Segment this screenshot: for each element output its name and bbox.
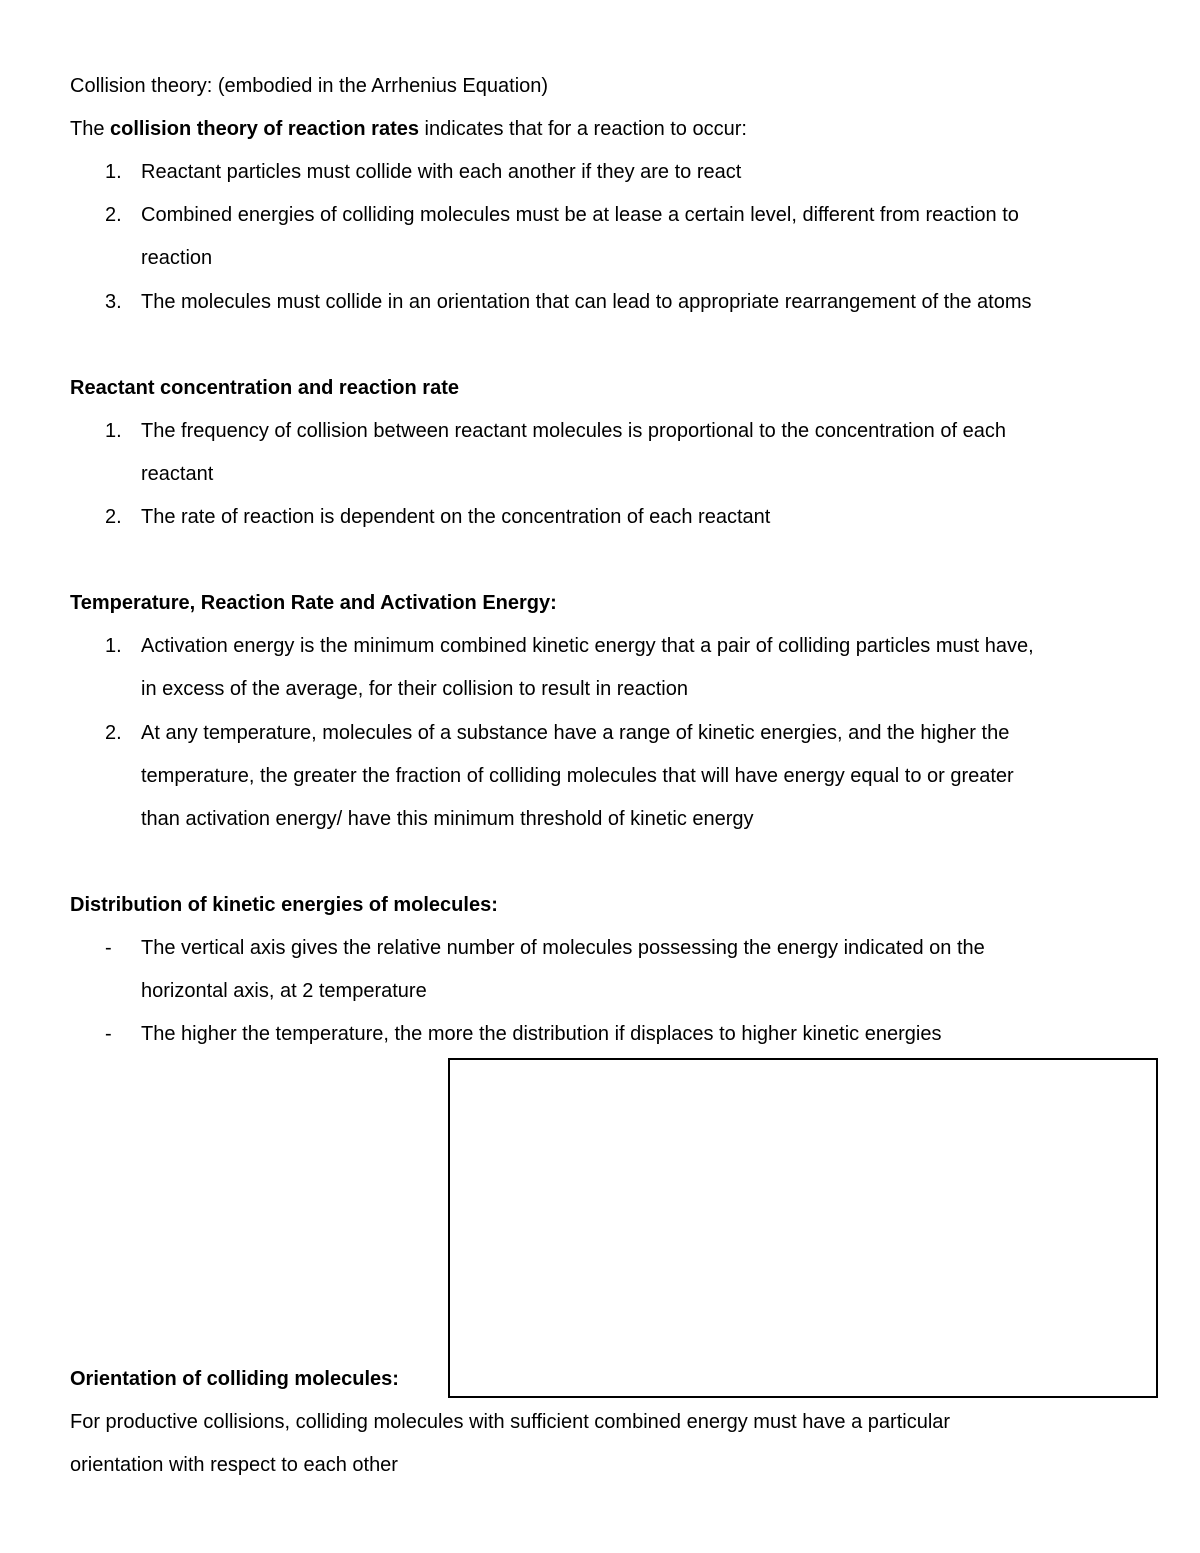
orientation-heading: Orientation of colliding molecules: — [70, 1368, 399, 1390]
distribution-item-2-bullet: - — [105, 1023, 112, 1045]
distribution-item-1-line-2: horizontal axis, at 2 temperature — [141, 980, 427, 1002]
intro-item-1-line-1: Reactant particles must collide with each another if they are to react — [141, 161, 742, 183]
distribution-item-1-bullet: - — [105, 937, 112, 959]
intro-statement — [70, 117, 747, 141]
concentration-item-1-line-1: The frequency of collision between reactant molecules is proportional to the concentration of each — [141, 420, 1006, 442]
temperature-item-1-line-1: Activation energy is the minimum combined kinetic energy that a pair of colliding particles must have, — [141, 635, 1034, 657]
distribution-heading: Distribution of kinetic energies of molecules: — [70, 894, 498, 916]
concentration-item-2-number: 2. — [105, 506, 122, 528]
intro-statement-prefix: The — [70, 118, 111, 140]
temperature-item-2-line-3: than activation energy/ have this minimum threshold of kinetic energy — [141, 808, 754, 830]
temperature-item-2-number: 2. — [105, 722, 122, 744]
temperature-item-2-line-2: temperature, the greater the fraction of colliding molecules that will have energy equal to or greater — [141, 765, 1014, 787]
intro-item-3-line-1: The molecules must collide in an orientation that can lead to appropriate rearrangement of the atoms — [141, 291, 1032, 313]
intro-item-3-number: 3. — [105, 291, 122, 313]
orientation-line-1: For productive collisions, colliding molecules with sufficient combined energy must have a particular — [70, 1411, 951, 1433]
temperature-heading: Temperature, Reaction Rate and Activation Energy: — [70, 592, 557, 614]
intro-item-2-number: 2. — [105, 204, 122, 226]
temperature-item-1-number: 1. — [105, 635, 122, 657]
intro-statement-bold: collision theory of reaction rates — [110, 118, 419, 140]
intro-statement-suffix: indicates that for a reaction to occur: — [419, 118, 747, 140]
intro-item-2-line-2: reaction — [141, 247, 213, 269]
intro-item-1-number: 1. — [105, 161, 122, 183]
distribution-item-1-line-1: The vertical axis gives the relative number of molecules possessing the energy indicated on the — [141, 937, 985, 959]
intro-item-2-line-1: Combined energies of colliding molecules must be at lease a certain level, different from reaction to — [141, 204, 1019, 226]
orientation-line-2: orientation with respect to each other — [70, 1454, 398, 1476]
temperature-item-2-line-1: At any temperature, molecules of a substance have a range of kinetic energies, and the higher the — [141, 722, 1010, 744]
concentration-item-1-line-2: reactant — [141, 463, 214, 485]
temperature-item-1-line-2: in excess of the average, for their collision to result in reaction — [141, 678, 688, 700]
concentration-heading: Reactant concentration and reaction rate — [70, 377, 459, 399]
distribution-item-2-line-1: The higher the temperature, the more the distribution if displaces to higher kinetic energies — [141, 1023, 942, 1045]
concentration-item-2-line-1: The rate of reaction is dependent on the concentration of each reactant — [141, 506, 771, 528]
figure-placeholder-box — [448, 1058, 1158, 1398]
concentration-item-1-number: 1. — [105, 420, 122, 442]
intro-title: Collision theory: (embodied in the Arrhenius Equation) — [70, 75, 549, 97]
